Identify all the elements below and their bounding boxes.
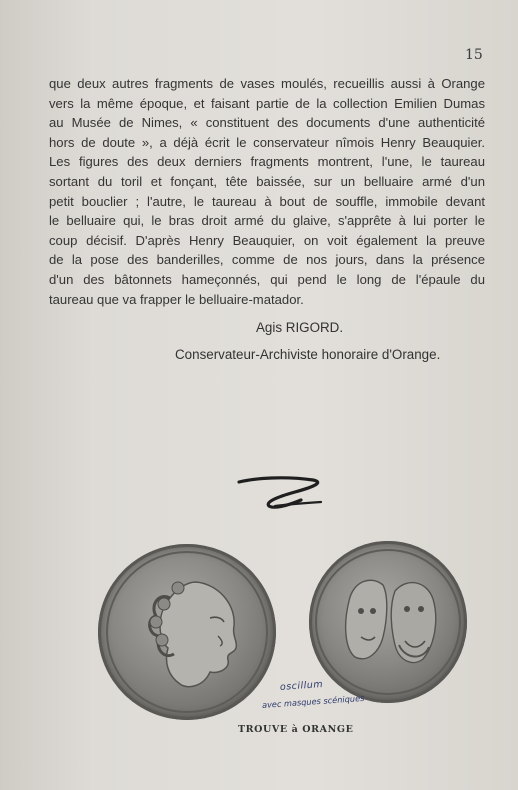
text-line: au Musée de Nimes, « constituent des documents d'une authenticité bbox=[49, 115, 485, 131]
text-line: que deux autres fragments de vases moulés, recueillis aussi à Orange bbox=[49, 76, 485, 91]
text-line: hors de doute », a déjà écrit le conservateur nîmois Henry Beauquier. bbox=[49, 134, 485, 150]
text-line: sortant du toril et fonçant, tête baissée, sur un belluaire armé d'un bbox=[49, 173, 485, 189]
page-number: 15 bbox=[465, 47, 483, 63]
handwritten-note-line-1: oscillum bbox=[279, 679, 324, 693]
text-line: vers la même époque, et faisant partie de la collection Emilien Dumas bbox=[49, 95, 485, 111]
text-line: de la pose des banderilles, comme de nos jours, dans la présence bbox=[49, 252, 485, 268]
image-caption: TROUVE à ORANGE bbox=[238, 724, 354, 735]
coin-bacchus-profile-icon bbox=[98, 544, 276, 720]
coin-double-mask-icon bbox=[309, 541, 467, 703]
text-line: petit bouclier ; l'autre, le taureau à bout de souffle, immobile devant bbox=[49, 193, 485, 209]
text-line: le belluaire qui, le bras droit armé du glaive, s'apprête à lui porter le bbox=[49, 213, 485, 229]
body-paragraph bbox=[49, 74, 485, 309]
signature-name: Agis RIGORD. bbox=[256, 320, 344, 335]
text-line: taureau que va frapper le belluaire-matador. bbox=[49, 291, 304, 307]
text-line: Les figures des deux derniers fragments montrent, l'une, le taureau bbox=[49, 154, 485, 170]
handwritten-note-line-2: avec masques scéniques bbox=[261, 692, 365, 710]
signature-title: Conservateur-Archiviste honoraire d'Orange. bbox=[175, 347, 441, 362]
text-line: d'un des bâtonnets hameçonnés, qui pend le long de l'épaule du bbox=[49, 271, 485, 287]
text-line: coup décisif. D'après Henry Beauquier, on voit également la preuve bbox=[49, 232, 485, 248]
decorative-flourish-icon bbox=[235, 470, 325, 510]
